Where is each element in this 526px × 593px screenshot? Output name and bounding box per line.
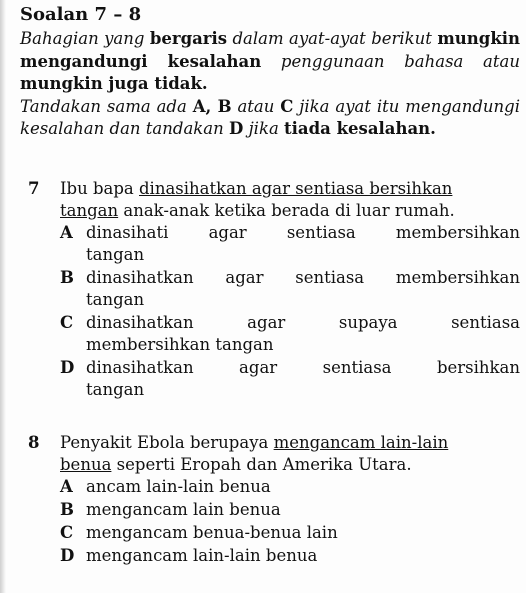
stem-text: Penyakit Ebola berupaya — [60, 433, 274, 452]
underlined-phrase: mengancam lain-lain — [273, 433, 449, 452]
question-7 — [20, 178, 520, 402]
instruction-2-part: tiada kesalahan. — [284, 119, 436, 138]
question-number: 8 — [28, 433, 40, 452]
option-text: tangan — [86, 245, 145, 264]
option-text: tangan — [86, 380, 145, 399]
option-letter: B — [60, 500, 74, 519]
instruction-1-part: bergaris — [149, 29, 228, 48]
option-text: dinasihatkan agar sentiasa membersihkan — [86, 268, 520, 287]
section-title: Soalan 7 – 8 — [20, 4, 142, 25]
option-text: mengancam lain benua — [86, 500, 281, 519]
instruction-2-part: C — [280, 96, 294, 116]
option-a[interactable] — [60, 476, 520, 498]
instruction-2-part: A, B — [192, 96, 232, 116]
underlined-phrase: benua — [60, 455, 112, 474]
question-stem — [60, 432, 520, 476]
option-a[interactable] — [60, 222, 520, 266]
stem-text: anak-anak ketika berada di luar rumah. — [118, 201, 455, 220]
instruction-1-part: penggunaan — [280, 51, 385, 71]
instruction-1 — [20, 28, 520, 96]
instruction-2-part: jika — [248, 119, 279, 138]
option-letter: D — [60, 358, 75, 377]
underlined-phrase: tangan — [60, 201, 119, 220]
underlined-phrase: dinasihatkan agar sentiasa bersihkan — [139, 179, 453, 198]
option-d[interactable] — [60, 545, 520, 567]
instruction-2 — [20, 96, 520, 141]
option-text: dinasihatkan agar supaya sentiasa — [86, 313, 520, 332]
instruction-2-part: atau — [237, 96, 275, 116]
option-letter: A — [60, 477, 73, 496]
section-header — [20, 4, 520, 141]
option-b[interactable] — [60, 267, 520, 311]
stem-text: seperti Eropah dan Amerika Utara. — [111, 455, 412, 474]
instruction-1-part: Bahagian yang — [20, 29, 145, 48]
options-list — [60, 222, 520, 401]
option-text: mengancam benua-benua lain — [86, 523, 338, 542]
option-text: membersihkan tangan — [86, 335, 274, 354]
option-text: tangan — [86, 290, 145, 309]
option-letter: B — [60, 268, 74, 287]
option-text: mengancam lain-lain benua — [86, 546, 318, 565]
stem-text: Ibu bapa — [60, 179, 139, 198]
option-letter: A — [60, 223, 73, 242]
option-letter: C — [60, 523, 74, 542]
instruction-2-part: D — [229, 119, 244, 138]
option-c[interactable] — [60, 522, 520, 544]
option-text: dinasihati agar sentiasa membersihkan — [86, 223, 520, 242]
option-text: ancam lain-lain benua — [86, 477, 271, 496]
option-letter: C — [60, 313, 74, 332]
instruction-1-part: bahasa atau — [404, 51, 520, 71]
instruction-1-part: mungkin mengandungi kesalahan — [20, 29, 521, 71]
question-8 — [20, 432, 520, 568]
options-list — [60, 476, 520, 567]
option-text: dinasihatkan agar sentiasa bersihkan — [86, 358, 520, 377]
instruction-1-part: dalam ayat-ayat berikut — [232, 29, 432, 48]
option-b[interactable] — [60, 499, 520, 521]
option-letter: D — [60, 546, 75, 565]
instruction-2-part: jika ayat itu mengandungi kesalahan dan tandakan — [20, 96, 520, 138]
option-c[interactable] — [60, 312, 520, 356]
option-d[interactable] — [60, 357, 520, 401]
instruction-1-part: mungkin juga tidak. — [20, 74, 208, 93]
question-stem — [60, 178, 520, 222]
question-number: 7 — [28, 179, 40, 198]
instruction-2-part: Tandakan sama ada — [20, 96, 187, 116]
